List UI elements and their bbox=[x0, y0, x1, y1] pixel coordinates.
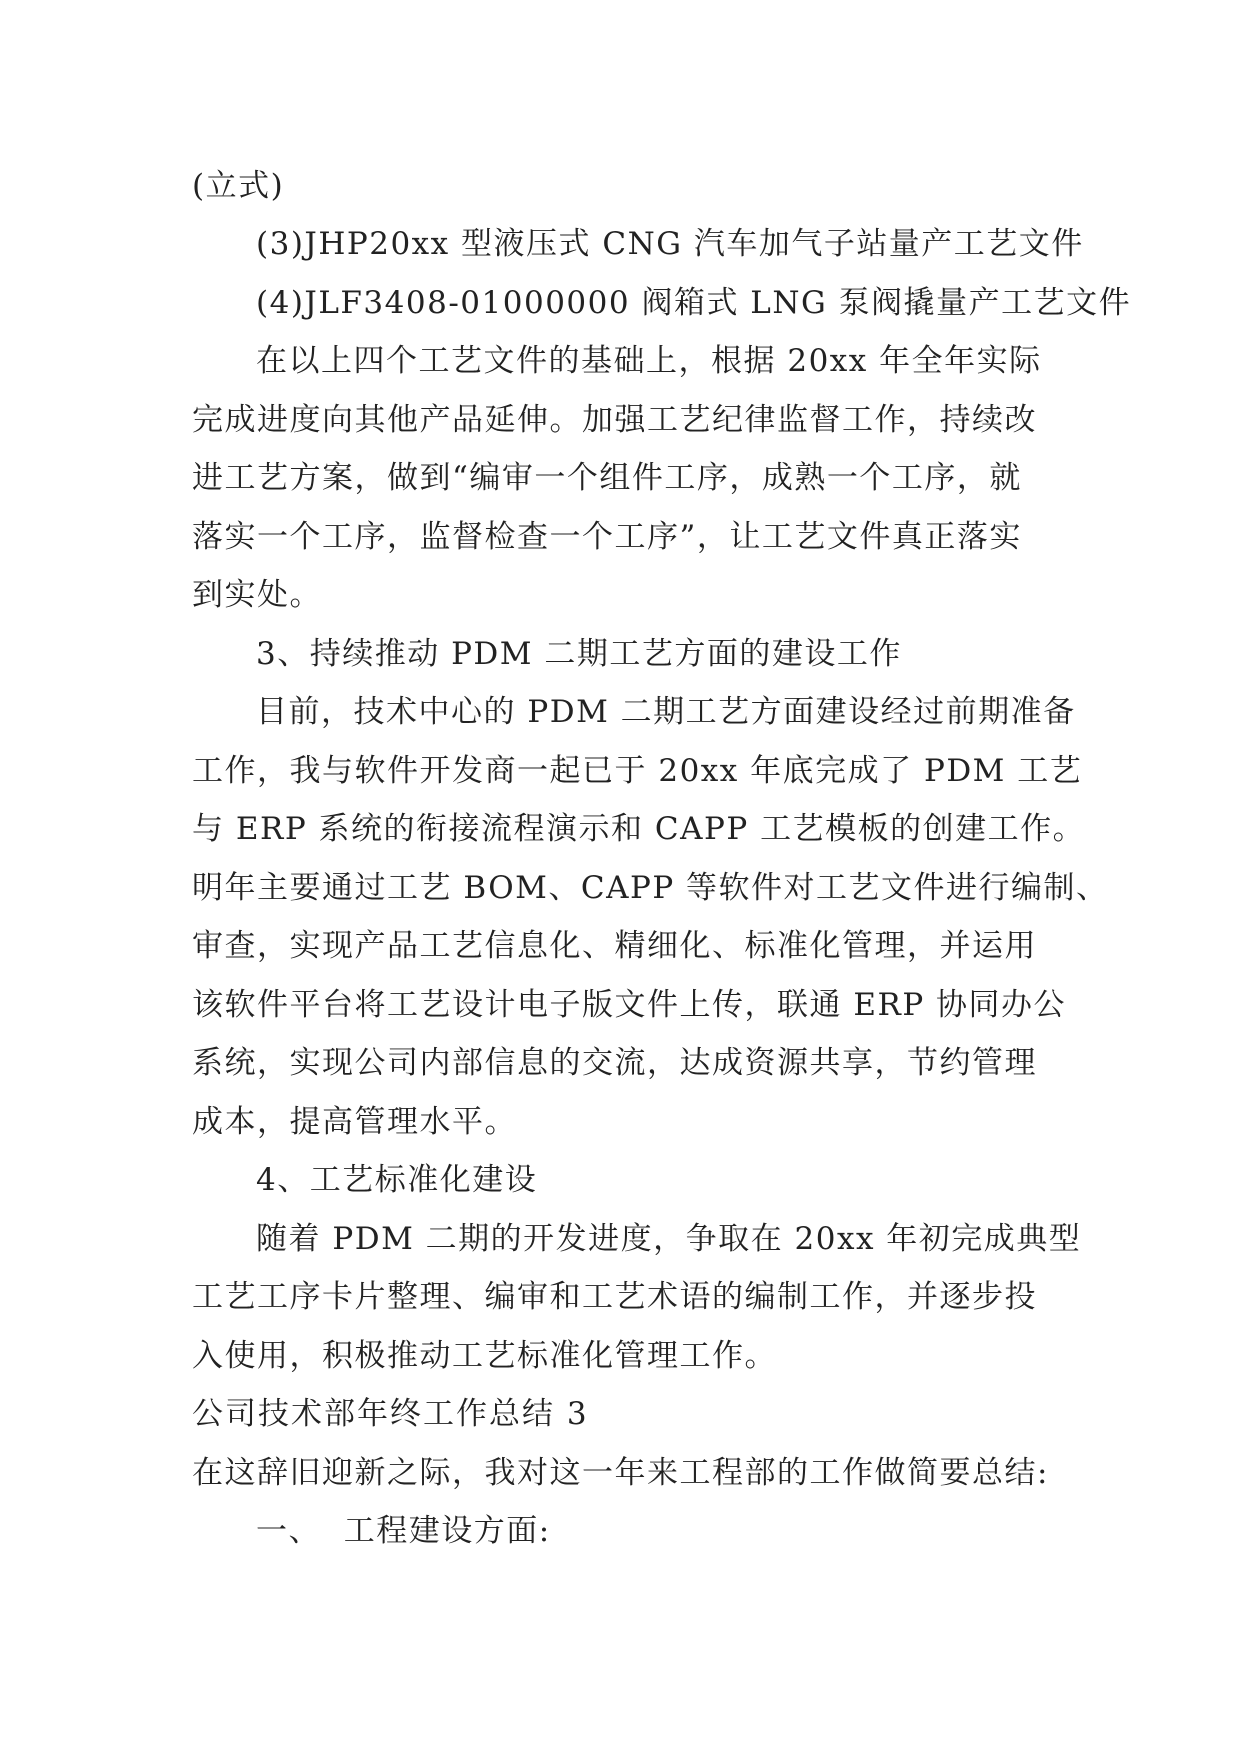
paragraph-line: 与 ERP 系统的衔接流程演示和 CAPP 工艺模板的创建工作。 bbox=[192, 811, 1086, 847]
paragraph-line: 该软件平台将工艺设计电子版文件上传，联通 ERP 协同办公 bbox=[192, 987, 1067, 1023]
paragraph-line: 入使用，积极推动工艺标准化管理工作。 bbox=[192, 1338, 777, 1374]
paragraph-line: 随着 PDM 二期的开发进度，争取在 20xx 年初完成典型 bbox=[256, 1221, 1082, 1257]
paragraph-line: 在以上四个工艺文件的基础上，根据 20xx 年全年实际 bbox=[256, 343, 1042, 379]
paragraph-line: 完成进度向其他产品延伸。加强工艺纪律监督工作，持续改 bbox=[192, 402, 1037, 438]
paragraph-line: 落实一个工序，监督检查一个工序”，让工艺文件真正落实 bbox=[192, 519, 1022, 555]
document-title: 公司技术部年终工作总结 3 bbox=[192, 1396, 589, 1432]
paragraph-line: 审查，实现产品工艺信息化、精细化、标准化管理，并运用 bbox=[192, 928, 1037, 964]
text-line: (立式) bbox=[192, 168, 285, 204]
paragraph-line: 系统，实现公司内部信息的交流，达成资源共享，节约管理 bbox=[192, 1045, 1037, 1081]
section-heading: 一、 工程建设方面: bbox=[256, 1513, 551, 1549]
paragraph-line: 目前，技术中心的 PDM 二期工艺方面建设经过前期准备 bbox=[256, 694, 1076, 730]
paragraph-line: 在这辞旧迎新之际，我对这一年来工程部的工作做简要总结: bbox=[192, 1455, 1049, 1491]
paragraph-line: 成本，提高管理水平。 bbox=[192, 1104, 517, 1140]
section-heading: 3、持续推动 PDM 二期工艺方面的建设工作 bbox=[256, 636, 902, 672]
text-line: (3)JHP20xx 型液压式 CNG 汽车加气子站量产工艺文件 bbox=[256, 226, 1084, 262]
paragraph-line: 工作，我与软件开发商一起已于 20xx 年底完成了 PDM 工艺 bbox=[192, 753, 1083, 789]
paragraph-line: 到实处。 bbox=[192, 577, 322, 613]
paragraph-line: 明年主要通过工艺 BOM、CAPP 等软件对工艺文件进行编制、 bbox=[192, 870, 1109, 906]
section-heading: 4、工艺标准化建设 bbox=[256, 1162, 538, 1198]
paragraph-line: 工艺工序卡片整理、编审和工艺术语的编制工作，并逐步投 bbox=[192, 1279, 1037, 1315]
text-line: (4)JLF3408-01000000 阀箱式 LNG 泵阀撬量产工艺文件 bbox=[256, 285, 1132, 321]
paragraph-line: 进工艺方案，做到“编审一个组件工序，成熟一个工序，就 bbox=[192, 460, 1022, 496]
